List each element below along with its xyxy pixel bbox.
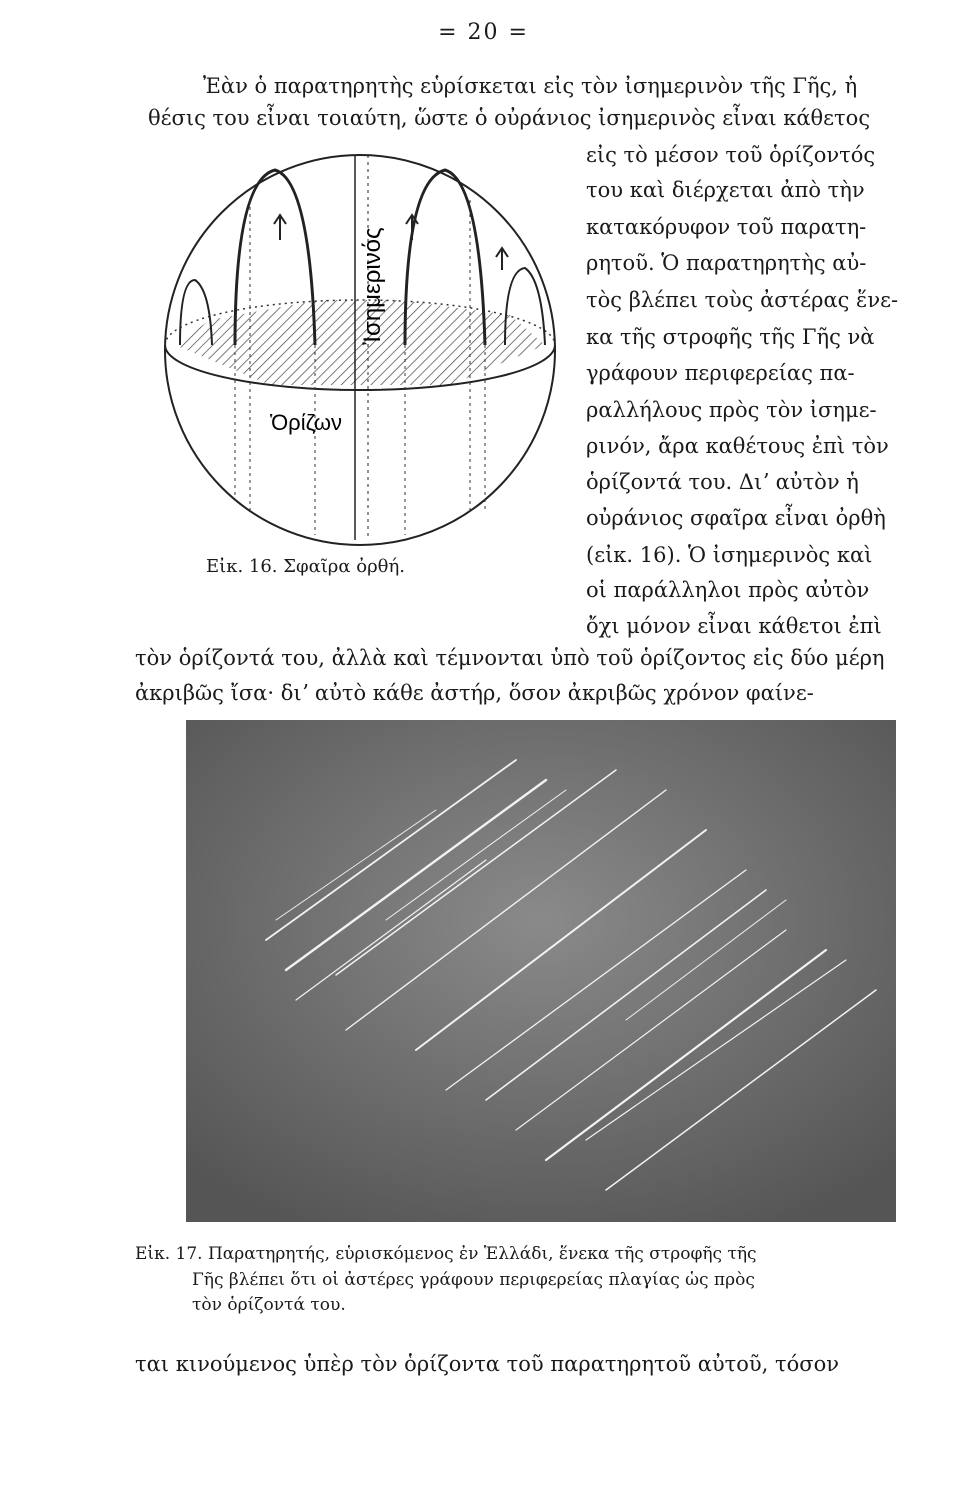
arrow-icon bbox=[496, 248, 508, 270]
star-trails-image bbox=[186, 720, 896, 1222]
figure-16-caption: Εἰκ. 16. Σφαῖρα ὀρθή. bbox=[206, 556, 406, 577]
text-line: ρινόν, ἄρα καθέτους ἐπὶ τὸν bbox=[586, 434, 889, 458]
arrow-icon bbox=[274, 215, 286, 240]
caption-line: Γῆς βλέπει ὅτι οἱ ἀστέρες γράφουν περιφερείας πλαγίας ὡς πρὸς bbox=[192, 1270, 755, 1290]
text-line: ὄχι μόνον εἶναι κάθετοι ἐπὶ bbox=[586, 614, 882, 638]
text-line: του καὶ διέρχεται ἀπὸ τὴν bbox=[586, 178, 865, 202]
equator-label: Ἰσημερινός bbox=[359, 227, 386, 345]
text-line: οὐράνιος σφαῖρα εἶναι ὀρθὴ bbox=[586, 506, 886, 530]
text-line: ται κινούμενος ὑπὲρ τὸν ὁρίζοντα τοῦ παρατηρητοῦ αὐτοῦ, τόσον bbox=[135, 1352, 840, 1376]
text-line: κα τῆς στροφῆς τῆς Γῆς νὰ bbox=[586, 325, 875, 349]
text-line: (εἰκ. 16). Ὁ ἰσημερινὸς καὶ bbox=[586, 543, 873, 567]
text-line: εἰς τὸ μέσον τοῦ ὁρίζοντός bbox=[586, 143, 876, 167]
text-line: οἱ παράλληλοι πρὸς αὐτὸν bbox=[586, 578, 870, 602]
horizon-label: Ὁρίζων bbox=[270, 410, 342, 435]
text-line: ἀκριβῶς ἴσα· διʼ αὐτὸ κάθε ἀστήρ, ὅσον ἀκριβῶς χρόνον φαίνε- bbox=[135, 681, 814, 705]
figure-17-star-trails-photo bbox=[186, 720, 896, 1222]
text-line: θέσις του εἶναι τοιαύτη, ὥστε ὁ οὐράνιος ἰσημερινὸς εἶναι κάθετος bbox=[148, 106, 871, 130]
caption-line: τὸν ὁρίζοντά του. bbox=[192, 1295, 346, 1315]
text-line: Ἐὰν ὁ παρατηρητὴς εὑρίσκεται εἰς τὸν ἰσημερινὸν τῆς Γῆς, ἡ bbox=[203, 74, 858, 98]
text-line: ρητοῦ. Ὁ παρατηρητὴς αὐ- bbox=[586, 251, 867, 275]
text-line: ὁρίζοντά του. Διʼ αὐτὸν ἡ bbox=[586, 470, 859, 494]
text-line: γράφουν περιφερείας πα- bbox=[586, 361, 855, 385]
text-line: ραλλήλους πρὸς τὸν ἰσημε- bbox=[586, 398, 877, 422]
figure-16-sphere-diagram bbox=[150, 140, 570, 550]
text-line: κατακόρυφον τοῦ παρατη- bbox=[586, 215, 867, 239]
text-line: τὸν ὁρίζοντά του, ἀλλὰ καὶ τέμνονται ὑπὸ τοῦ ὁρίζοντος εἰς δύο μέρη bbox=[135, 646, 885, 670]
caption-line: Εἰκ. 17. Παρατηρητής, εὑρισκόμενος ἐν Ἑλλάδι, ἕνεκα τῆς στροφῆς τῆς bbox=[135, 1244, 757, 1264]
text-line: τὸς βλέπει τοὺς ἀστέρας ἕνε- bbox=[586, 288, 899, 312]
page-number: = 20 = bbox=[438, 20, 529, 45]
